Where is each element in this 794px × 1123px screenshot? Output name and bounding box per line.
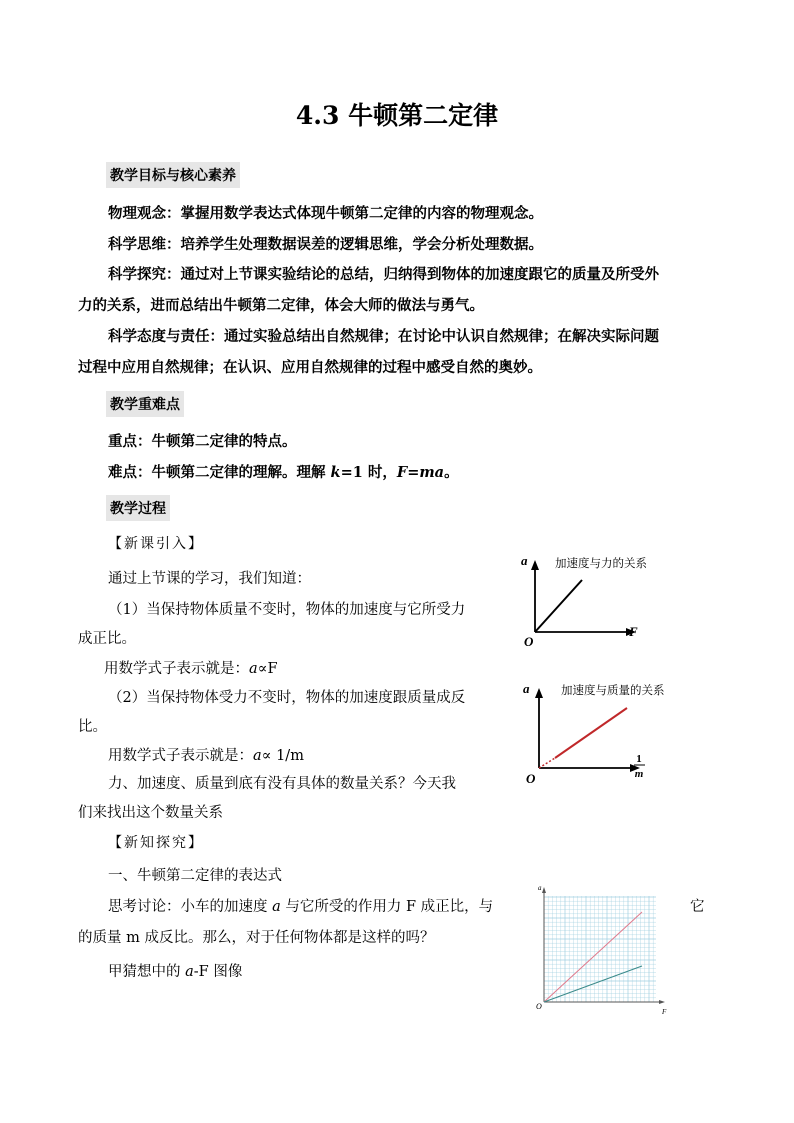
intro-line: 们来找出这个数量关系	[78, 805, 223, 821]
y-axis-label: a	[523, 681, 530, 696]
intro-line: 成正比。	[78, 631, 136, 647]
var-ma: ma	[419, 464, 445, 481]
explore-text: 甲猜想中的	[108, 964, 186, 980]
intro-formula-1	[104, 657, 278, 678]
var-a: a	[185, 964, 194, 980]
goal-attitude-line2: 过程中应用自然规律；在认识、应用自然规律的过程中感受自然的奥妙。	[78, 359, 542, 376]
intro-text: ∝F	[257, 661, 278, 677]
graph-a-f-guess	[528, 878, 678, 1018]
var-k: k	[330, 464, 341, 481]
intro-line: 通过上节课的学习，我们知道：	[108, 571, 311, 587]
page-title: 4.3 牛顿第二定律	[295, 101, 499, 130]
difficult-point	[108, 461, 459, 482]
x-axis-numerator: 1	[636, 753, 642, 765]
y-axis-arrow	[531, 560, 539, 570]
intro-line: 比。	[78, 719, 107, 735]
difficult-text: 。	[444, 464, 459, 481]
graph-title: 加速度与质量的关系	[561, 683, 665, 697]
var-a: a	[249, 661, 258, 677]
section-heading-process: 教学过程	[106, 495, 170, 521]
x-axis-arrow	[659, 1000, 665, 1004]
intro-text: 用数学式子表示就是：	[108, 748, 253, 764]
graph-title: 加速度与力的关系	[555, 556, 647, 570]
explore-question	[108, 895, 493, 916]
explore-text: 与它所受的作用力 F 成正比，与	[280, 899, 494, 915]
explore-line: 一、牛顿第二定律的表达式	[108, 868, 282, 884]
intro-line: 力、加速度、质量到底有没有具体的数量关系？今天我	[108, 776, 456, 792]
var-a: a	[272, 899, 281, 915]
origin-label: O	[536, 1002, 542, 1011]
x-axis-denominator: m	[634, 768, 644, 780]
difficult-text: 难点：牛顿第二定律的理解。理解	[108, 464, 331, 481]
key-point: 重点：牛顿第二定律的特点。	[108, 433, 297, 450]
goal-physics-concept	[108, 202, 543, 223]
section-heading-key: 教学重难点	[106, 391, 184, 417]
x-axis-label: F	[629, 624, 638, 639]
intro-line: （2）当保持物体受力不变时，物体的加速度跟质量成反	[108, 690, 466, 706]
origin-label: O	[526, 771, 536, 786]
graph-acceleration-mass	[515, 676, 705, 786]
proportional-line	[535, 580, 582, 632]
var-a: a	[253, 748, 262, 764]
equals: =	[407, 464, 420, 481]
graph-acceleration-force	[515, 548, 690, 648]
explore-line	[108, 960, 242, 981]
var-f: F	[396, 464, 408, 481]
extrapolated-segment	[539, 758, 555, 768]
intro-line: （1）当保持物体质量不变时，物体的加速度与它所受力	[108, 602, 466, 618]
origin-label: O	[524, 634, 534, 648]
goal-line: 科学思维：培养学生处理数据误差的逻辑思维，学会分析处理数据。	[108, 236, 543, 253]
intro-formula-2	[108, 744, 304, 765]
goal-line: 物理观念：掌握用数学表达式体现牛顿第二定律的内容的物理观念。	[108, 205, 543, 222]
y-axis-arrow	[535, 688, 543, 698]
y-axis-arrow	[542, 887, 546, 893]
section-heading-goals: 教学目标与核心素养	[106, 162, 240, 188]
explore-line-end: 它	[690, 899, 705, 915]
y-axis-label: a	[538, 884, 542, 892]
goal-attitude-line1: 科学态度与责任：通过实验总结出自然规律；在讨论中认识自然规律；在解决实际问题	[108, 328, 659, 345]
goal-science-thinking	[108, 233, 543, 254]
line-2	[544, 966, 642, 1002]
explore-text: -F 图像	[193, 964, 243, 980]
difficult-text: =1 时，	[340, 464, 397, 481]
intro-heading: 【新课引入】	[108, 536, 204, 552]
goal-inquiry-line2: 力的关系，进而总结出牛顿第二定律，体会大师的做法与勇气。	[78, 297, 484, 314]
line-1	[544, 912, 642, 1002]
explore-line: 的质量 m 成反比。那么，对于任何物体都是这样的吗？	[78, 930, 435, 946]
x-axis-label: F	[662, 1008, 667, 1016]
goal-inquiry-line1: 科学探究：通过对上节课实验结论的总结，归纳得到物体的加速度跟它的质量及所受外	[108, 266, 659, 283]
intro-text: ∝ 1/m	[261, 748, 304, 764]
y-axis-label: a	[521, 553, 528, 568]
intro-text: 用数学式子表示就是：	[104, 661, 249, 677]
inverse-mass-line	[555, 708, 627, 758]
explore-heading: 【新知探究】	[108, 835, 204, 851]
explore-text: 思考讨论：小车的加速度	[108, 899, 273, 915]
